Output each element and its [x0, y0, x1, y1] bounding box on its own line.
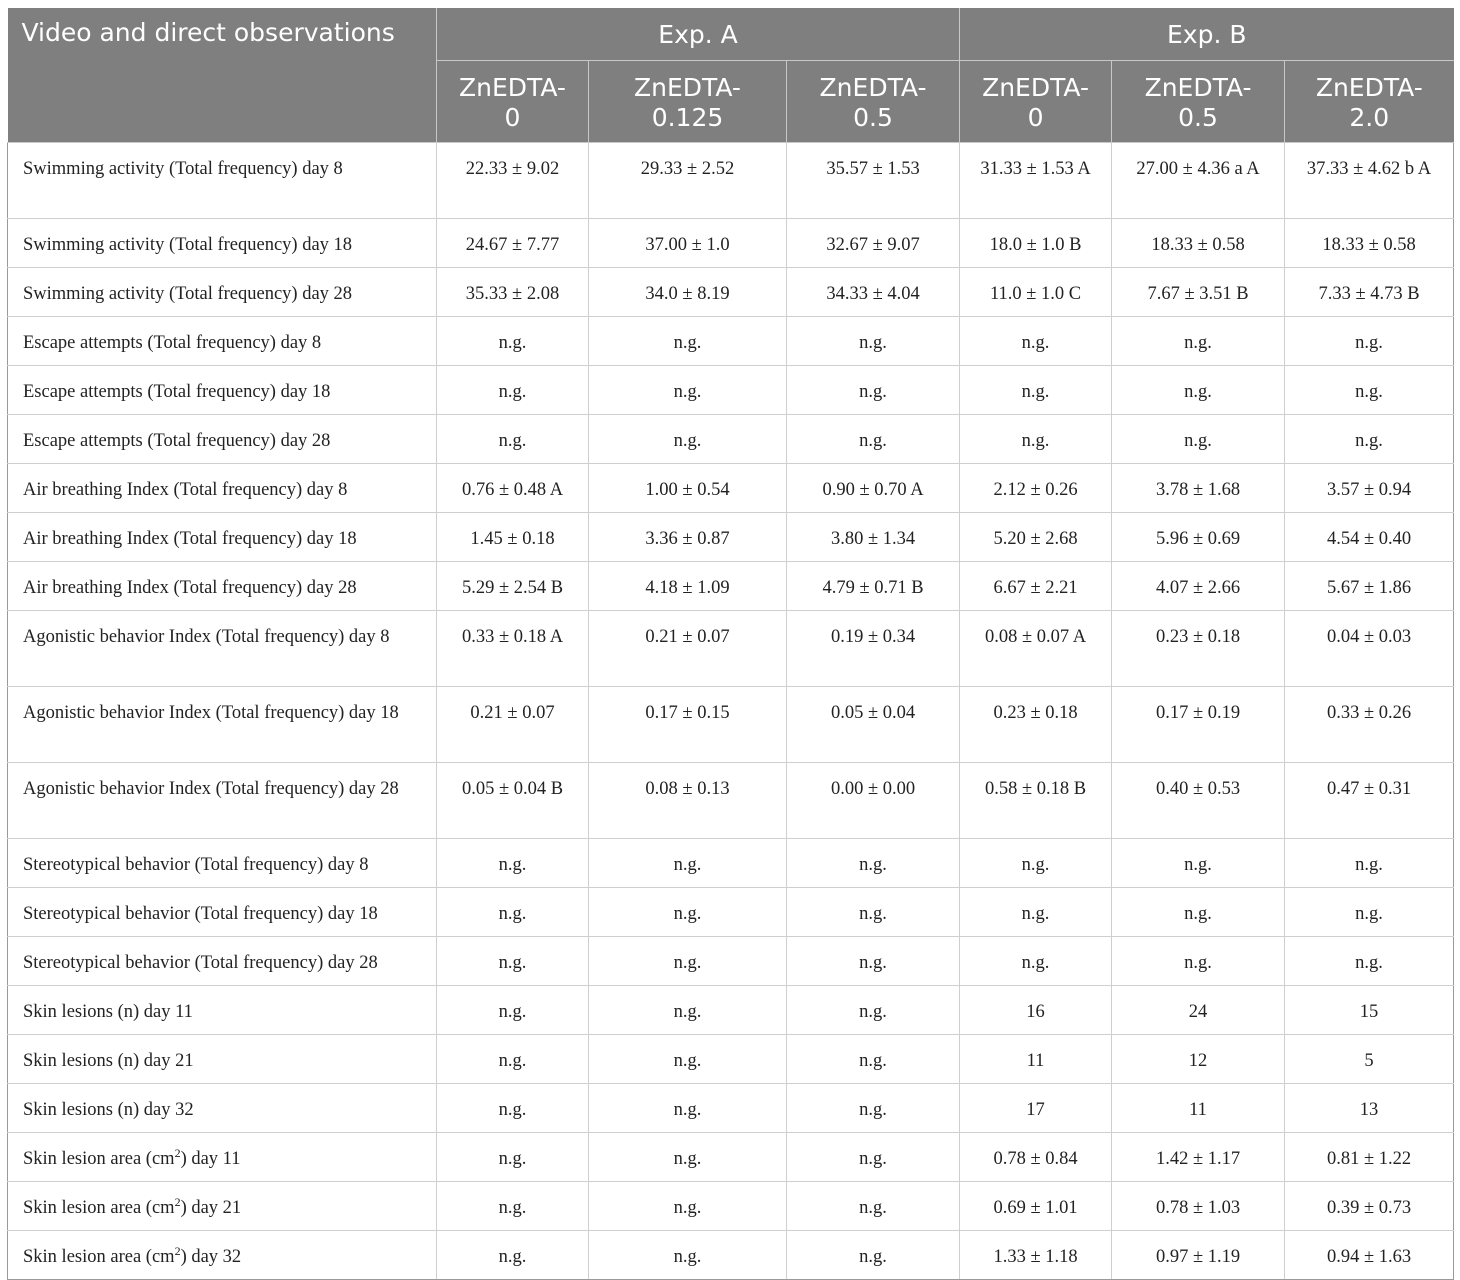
- table-row: [8, 219, 1454, 268]
- table-cell: 32.67 ± 9.07: [787, 219, 960, 268]
- table-cell: 2.12 ± 0.26: [960, 464, 1112, 513]
- table-cell: n.g.: [787, 317, 960, 366]
- table-cell: 11: [960, 1035, 1112, 1084]
- table-cell: 0.08 ± 0.07 A: [960, 611, 1112, 687]
- table-cell: n.g.: [437, 317, 589, 366]
- table-cell: n.g.: [1285, 366, 1454, 415]
- table-cell: 7.33 ± 4.73 B: [1285, 268, 1454, 317]
- table-cell: 0.76 ± 0.48 A: [437, 464, 589, 513]
- table-cell: n.g.: [437, 1182, 589, 1231]
- table-cell: 29.33 ± 2.52: [589, 143, 787, 219]
- table-cell: 0.23 ± 0.18: [960, 687, 1112, 763]
- table-cell: n.g.: [1285, 937, 1454, 986]
- table-cell: n.g.: [437, 1231, 589, 1280]
- table-cell: n.g.: [1285, 317, 1454, 366]
- table-cell: 4.54 ± 0.40: [1285, 513, 1454, 562]
- table-cell: 11: [1112, 1084, 1285, 1133]
- table-cell: 5: [1285, 1035, 1454, 1084]
- table-cell: n.g.: [1285, 415, 1454, 464]
- table-cell: 0.05 ± 0.04: [787, 687, 960, 763]
- table-cell: 11.0 ± 1.0 C: [960, 268, 1112, 317]
- table-cell: 0.33 ± 0.26: [1285, 687, 1454, 763]
- table-cell: 1.42 ± 1.17: [1112, 1133, 1285, 1182]
- table-row: [8, 986, 1454, 1035]
- row-label: Escape attempts (Total frequency) day 28: [8, 415, 437, 464]
- table-cell: 0.17 ± 0.15: [589, 687, 787, 763]
- table-cell: 0.97 ± 1.19: [1112, 1231, 1285, 1280]
- table-cell: 24.67 ± 7.77: [437, 219, 589, 268]
- table-row: [8, 464, 1454, 513]
- table-cell: n.g.: [1112, 937, 1285, 986]
- row-label: Skin lesion area $(cm^2)$ day 21: [8, 1182, 437, 1231]
- table-cell: 3.36 ± 0.87: [589, 513, 787, 562]
- table-cell: n.g.: [589, 986, 787, 1035]
- row-label: Agonistic behavior Index (Total frequency) day 8: [8, 611, 437, 687]
- row-label: Air breathing Index (Total frequency) day 8: [8, 464, 437, 513]
- table-body: [8, 143, 1454, 1280]
- table-cell: 0.21 ± 0.07: [437, 687, 589, 763]
- table-cell: 0.04 ± 0.03: [1285, 611, 1454, 687]
- table-cell: n.g.: [1112, 415, 1285, 464]
- table-cell: 24: [1112, 986, 1285, 1035]
- table-row: [8, 562, 1454, 611]
- table-cell: n.g.: [589, 1182, 787, 1231]
- table-row: [8, 513, 1454, 562]
- table-row: [8, 1084, 1454, 1133]
- table-row: [8, 888, 1454, 937]
- table-cell: 35.57 ± 1.53: [787, 143, 960, 219]
- table-row: [8, 415, 1454, 464]
- table-cell: n.g.: [787, 1133, 960, 1182]
- table-cell: n.g.: [787, 415, 960, 464]
- table-cell: n.g.: [960, 839, 1112, 888]
- row-label: Air breathing Index (Total frequency) day 28: [8, 562, 437, 611]
- table-cell: n.g.: [589, 888, 787, 937]
- table-cell: n.g.: [960, 888, 1112, 937]
- row-label: Stereotypical behavior (Total frequency) day 18: [8, 888, 437, 937]
- table-cell: n.g.: [437, 937, 589, 986]
- table-cell: n.g.: [787, 366, 960, 415]
- table-cell: n.g.: [1285, 888, 1454, 937]
- table-cell: n.g.: [960, 415, 1112, 464]
- table-row: [8, 317, 1454, 366]
- table-row: [8, 143, 1454, 219]
- column-header: ZnEDTA- 0.5: [1112, 61, 1285, 143]
- table-cell: 3.57 ± 0.94: [1285, 464, 1454, 513]
- table-cell: 15: [1285, 986, 1454, 1035]
- row-label: Skin lesions (n) day 32: [8, 1084, 437, 1133]
- row-label: Agonistic behavior Index (Total frequency) day 28: [8, 763, 437, 839]
- table-row: [8, 763, 1454, 839]
- table-cell: 0.19 ± 0.34: [787, 611, 960, 687]
- table-cell: n.g.: [787, 1035, 960, 1084]
- column-header: ZnEDTA- 2.0: [1285, 61, 1454, 143]
- table-cell: n.g.: [437, 1035, 589, 1084]
- table-cell: 1.45 ± 0.18: [437, 513, 589, 562]
- table-title-header: Video and direct observations: [8, 8, 437, 143]
- row-label: Agonistic behavior Index (Total frequency) day 18: [8, 687, 437, 763]
- table-cell: 1.33 ± 1.18: [960, 1231, 1112, 1280]
- table-row: [8, 1133, 1454, 1182]
- table-cell: 0.90 ± 0.70 A: [787, 464, 960, 513]
- table-cell: n.g.: [437, 1133, 589, 1182]
- table-cell: n.g.: [589, 415, 787, 464]
- table-cell: 16: [960, 986, 1112, 1035]
- table-cell: n.g.: [960, 317, 1112, 366]
- table-cell: n.g.: [437, 1084, 589, 1133]
- table-cell: n.g.: [1112, 888, 1285, 937]
- table-cell: n.g.: [589, 937, 787, 986]
- observations-table: [7, 8, 1454, 1280]
- table-cell: n.g.: [589, 366, 787, 415]
- row-label: Skin lesion area $(cm^2)$ day 32: [8, 1231, 437, 1280]
- table-row: [8, 839, 1454, 888]
- table-row: [8, 268, 1454, 317]
- table-cell: n.g.: [437, 888, 589, 937]
- table-cell: 0.78 ± 0.84: [960, 1133, 1112, 1182]
- table-cell: 18.33 ± 0.58: [1112, 219, 1285, 268]
- table-cell: n.g.: [787, 888, 960, 937]
- table-cell: n.g.: [589, 1035, 787, 1084]
- table-header: [8, 8, 1454, 143]
- table-cell: n.g.: [787, 986, 960, 1035]
- column-header: ZnEDTA- 0: [437, 61, 589, 143]
- row-label: Stereotypical behavior (Total frequency) day 28: [8, 937, 437, 986]
- table-cell: 34.33 ± 4.04: [787, 268, 960, 317]
- table-cell: 7.67 ± 3.51 B: [1112, 268, 1285, 317]
- table-cell: n.g.: [1112, 839, 1285, 888]
- group-header-exp-a: Exp. A: [437, 8, 960, 61]
- table-cell: 18.33 ± 0.58: [1285, 219, 1454, 268]
- table-cell: 0.94 ± 1.63: [1285, 1231, 1454, 1280]
- table-cell: 6.67 ± 2.21: [960, 562, 1112, 611]
- table-cell: 22.33 ± 9.02: [437, 143, 589, 219]
- table-cell: 0.81 ± 1.22: [1285, 1133, 1454, 1182]
- table-row: [8, 937, 1454, 986]
- table-cell: 35.33 ± 2.08: [437, 268, 589, 317]
- table-cell: 1.00 ± 0.54: [589, 464, 787, 513]
- table-row: [8, 1231, 1454, 1280]
- table-cell: n.g.: [437, 366, 589, 415]
- table-row: [8, 1182, 1454, 1231]
- table-cell: n.g.: [960, 366, 1112, 415]
- table-cell: 0.21 ± 0.07: [589, 611, 787, 687]
- table-cell: n.g.: [589, 1084, 787, 1133]
- table-cell: 0.39 ± 0.73: [1285, 1182, 1454, 1231]
- table-cell: 0.58 ± 0.18 B: [960, 763, 1112, 839]
- table-cell: n.g.: [589, 1133, 787, 1182]
- column-header: ZnEDTA- 0: [960, 61, 1112, 143]
- table-cell: n.g.: [787, 839, 960, 888]
- table-cell: 4.18 ± 1.09: [589, 562, 787, 611]
- table-cell: n.g.: [1112, 366, 1285, 415]
- table-row: [8, 611, 1454, 687]
- table-cell: n.g.: [1285, 839, 1454, 888]
- table-cell: 17: [960, 1084, 1112, 1133]
- table-cell: 3.78 ± 1.68: [1112, 464, 1285, 513]
- table-row: [8, 366, 1454, 415]
- table-cell: n.g.: [589, 317, 787, 366]
- table-cell: 5.20 ± 2.68: [960, 513, 1112, 562]
- table-cell: 5.67 ± 1.86: [1285, 562, 1454, 611]
- table-cell: 0.33 ± 0.18 A: [437, 611, 589, 687]
- row-label: Air breathing Index (Total frequency) day 18: [8, 513, 437, 562]
- column-header: ZnEDTA- 0.125: [589, 61, 787, 143]
- table-row: [8, 687, 1454, 763]
- table-cell: 12: [1112, 1035, 1285, 1084]
- table-cell: 0.78 ± 1.03: [1112, 1182, 1285, 1231]
- table-cell: n.g.: [437, 839, 589, 888]
- table-cell: 5.96 ± 0.69: [1112, 513, 1285, 562]
- row-label: Stereotypical behavior (Total frequency) day 8: [8, 839, 437, 888]
- table-cell: 0.23 ± 0.18: [1112, 611, 1285, 687]
- table-cell: n.g.: [1112, 317, 1285, 366]
- row-label: Escape attempts (Total frequency) day 8: [8, 317, 437, 366]
- table-cell: 0.47 ± 0.31: [1285, 763, 1454, 839]
- row-label: Skin lesions (n) day 11: [8, 986, 437, 1035]
- table-cell: 31.33 ± 1.53 A: [960, 143, 1112, 219]
- table-cell: 0.40 ± 0.53: [1112, 763, 1285, 839]
- table-cell: 37.00 ± 1.0: [589, 219, 787, 268]
- table-cell: n.g.: [960, 937, 1112, 986]
- row-label: Swimming activity (Total frequency) day 8: [8, 143, 437, 219]
- table-cell: 27.00 ± 4.36 a A: [1112, 143, 1285, 219]
- table-cell: 3.80 ± 1.34: [787, 513, 960, 562]
- table-cell: n.g.: [787, 1231, 960, 1280]
- table-cell: n.g.: [437, 986, 589, 1035]
- group-header-exp-b: Exp. B: [960, 8, 1454, 61]
- table-row: [8, 1035, 1454, 1084]
- table-cell: n.g.: [437, 415, 589, 464]
- table-cell: n.g.: [787, 1182, 960, 1231]
- table-cell: n.g.: [589, 839, 787, 888]
- table-cell: 4.07 ± 2.66: [1112, 562, 1285, 611]
- table-cell: 4.79 ± 0.71 B: [787, 562, 960, 611]
- table-cell: 34.0 ± 8.19: [589, 268, 787, 317]
- table-cell: 37.33 ± 4.62 b A: [1285, 143, 1454, 219]
- column-header: ZnEDTA- 0.5: [787, 61, 960, 143]
- table-cell: 0.08 ± 0.13: [589, 763, 787, 839]
- table-cell: 5.29 ± 2.54 B: [437, 562, 589, 611]
- table-cell: n.g.: [787, 937, 960, 986]
- data-table-container: [7, 8, 1453, 1280]
- table-cell: 0.17 ± 0.19: [1112, 687, 1285, 763]
- table-cell: 0.05 ± 0.04 B: [437, 763, 589, 839]
- table-cell: n.g.: [589, 1231, 787, 1280]
- table-cell: n.g.: [787, 1084, 960, 1133]
- table-cell: 13: [1285, 1084, 1454, 1133]
- row-label: Escape attempts (Total frequency) day 18: [8, 366, 437, 415]
- row-label: Skin lesion area $(cm^2)$ day 11: [8, 1133, 437, 1182]
- table-cell: 0.00 ± 0.00: [787, 763, 960, 839]
- row-label: Swimming activity (Total frequency) day 28: [8, 268, 437, 317]
- row-label: Skin lesions (n) day 21: [8, 1035, 437, 1084]
- table-cell: 18.0 ± 1.0 B: [960, 219, 1112, 268]
- table-cell: 0.69 ± 1.01: [960, 1182, 1112, 1231]
- row-label: Swimming activity (Total frequency) day 18: [8, 219, 437, 268]
